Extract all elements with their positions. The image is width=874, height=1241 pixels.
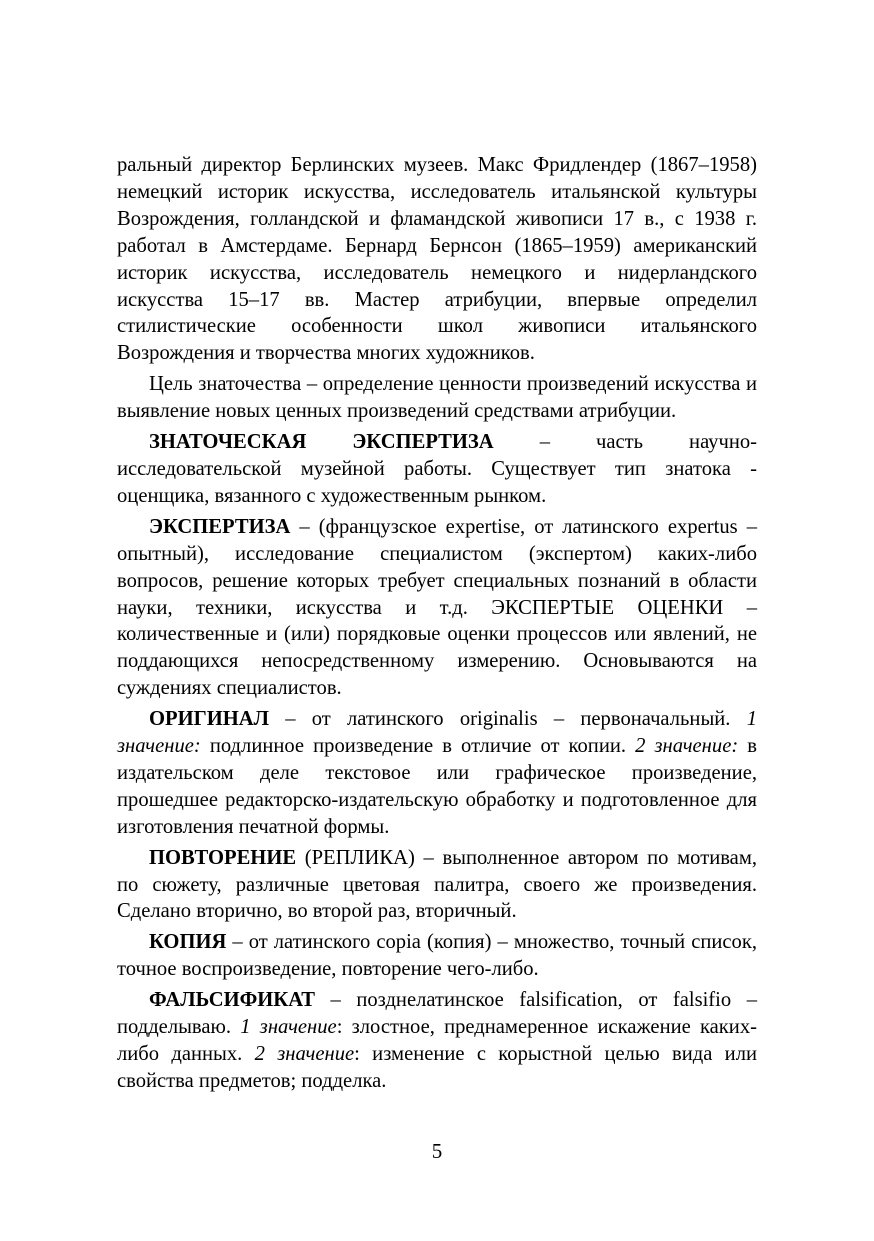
definition-text: – от латинского originalis – первоначальный. bbox=[268, 708, 747, 731]
term-znatocheskaya-ekspertiza: ЗНАТОЧЕСКАЯ ЭКСПЕРТИЗА bbox=[149, 431, 494, 454]
paragraph-falsifikat bbox=[117, 987, 757, 1095]
definition-text: – (французское expertise, от латинского expertus – опытный), исследование специалистом (экспертом) каких-либо вопросов, решение которых требует специальных познаний в области науки, техники, искусства и т.д. ЭКСПЕРТЫЕ ОЦЕНКИ – количественные и (или) порядковые оценки процессов или явлений, не поддающихся непосредственному измерению. Основываются на суждениях специалистов. bbox=[117, 515, 757, 700]
paragraph-original bbox=[117, 706, 757, 841]
paragraph-povtorenie bbox=[117, 845, 757, 926]
paragraph-intro bbox=[117, 152, 757, 367]
definition-text: в издательском деле текстовое или графическое произведение, прошедшее редакторско-издательскую обработку и подготовленное для изготовления печатной формы. bbox=[117, 735, 757, 838]
term-original: ОРИГИНАЛ bbox=[149, 708, 269, 731]
meaning-label-2: 2 значение bbox=[254, 1043, 355, 1065]
definition-text: – часть научно-исследовательской музейной работы. Существует тип знатока - оценщика, вязанного с художественным рынком. bbox=[117, 431, 758, 507]
goal-text: Цель знаточества – определение ценности произведений искусства и выявление новых ценных произведений средствами атрибуции. bbox=[117, 373, 757, 423]
term-falsifikat: ФАЛЬСИФИКАТ bbox=[149, 989, 316, 1012]
term-kopiya: КОПИЯ bbox=[149, 931, 227, 954]
intro-text: ральный директор Берлинских музеев. Макс Фридлендер (1867–1958) немецкий историк искусства, исследователь итальянской культуры Возрождения, голландской и фламандской живописи 17 в., с 1938 г. работал в Амстердаме. Бернард Бернсон (1865–1959) американский историк искусства, исследователь немецкого и нидерландского искусства 15–17 вв. Мастер атрибуции, впервые определил стилистические особенности школ живописи итальянского Возрождения и творчества многих художников. bbox=[117, 154, 757, 365]
meaning-label-1: 1 значение: bbox=[117, 708, 757, 758]
definition-text: : изменение с корыстной целью вида или свойства предметов; подделка. bbox=[117, 1043, 757, 1092]
paragraph-ekspertiza bbox=[117, 514, 757, 702]
definition-text: – позднелатинское falsification, от falsifio – подделываю. bbox=[117, 989, 757, 1039]
paragraph-znatocheskaya-ekspertiza bbox=[117, 429, 757, 510]
page-body bbox=[117, 152, 757, 1099]
meaning-label-1: 1 значение bbox=[240, 1016, 337, 1039]
meaning-label-2: 2 значение: bbox=[635, 735, 739, 758]
term-povtorenie: ПОВТОРЕНИЕ bbox=[149, 846, 297, 869]
paragraph-goal bbox=[117, 371, 757, 425]
definition-text: – от латинского copia (копия) – множество, точный список, точное воспроизведение, повторение чего-либо. bbox=[117, 931, 757, 981]
definition-text: подлинное произведение в отличие от копии. bbox=[200, 735, 636, 758]
definition-text: : злостное, преднамеренное искажение каких-либо данных. bbox=[117, 1016, 757, 1065]
paragraph-kopiya bbox=[117, 929, 757, 983]
page-number: 5 bbox=[431, 1139, 443, 1163]
definition-text: (РЕПЛИКА) – выполненное автором по мотивам, по сюжету, различные цветовая палитра, своего же произведения. Сделано вторично, во второй раз, вторичный. bbox=[117, 846, 757, 923]
term-ekspertiza: ЭКСПЕРТИЗА bbox=[149, 515, 291, 538]
